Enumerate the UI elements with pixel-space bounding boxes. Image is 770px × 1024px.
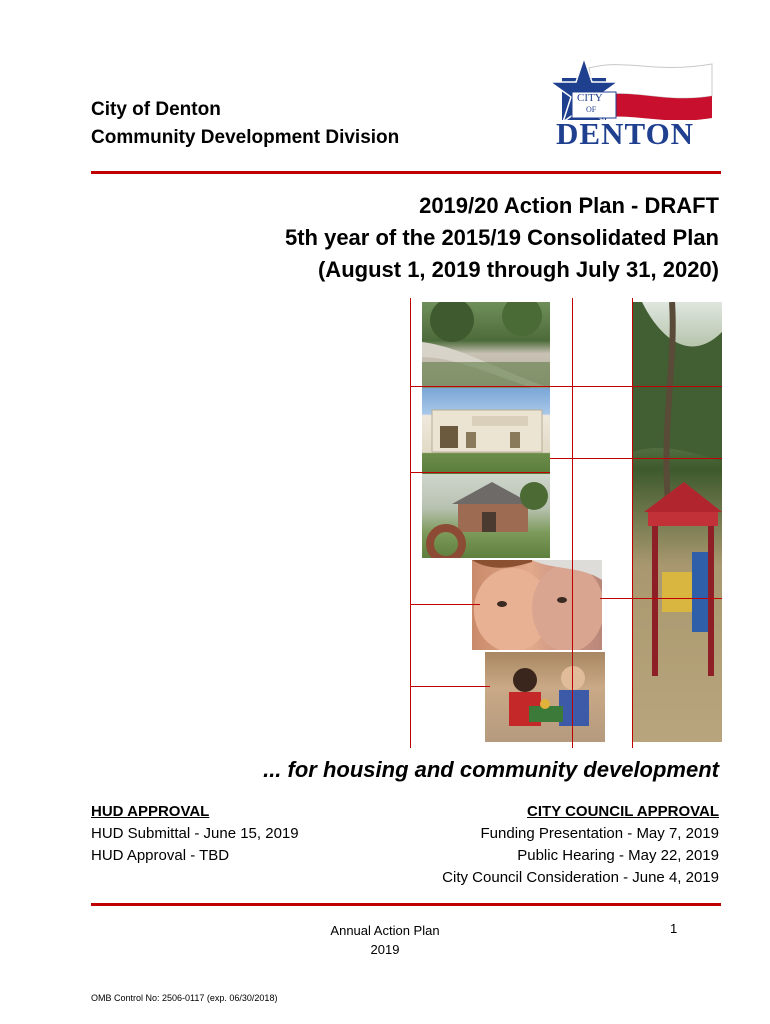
playground-photo [632, 302, 722, 742]
collage-line [600, 598, 722, 599]
organization-block [91, 96, 399, 152]
division-name: Community Development Division [91, 127, 400, 148]
council-consideration: City Council Consideration - June 4, 2019 [442, 869, 719, 886]
header-divider [91, 171, 721, 174]
logo-city-text: CITY [577, 92, 603, 104]
omb-control-number: OMB Control No: 2506-0117 (exp. 06/30/2018) [91, 993, 278, 1003]
hud-approval-heading: HUD APPROVAL [91, 803, 210, 820]
org-name: City of Denton [91, 99, 221, 120]
collage-line [410, 472, 550, 473]
funding-presentation: Funding Presentation - May 7, 2019 [480, 825, 719, 842]
city-logo [534, 56, 714, 151]
collage-line [410, 386, 722, 387]
collage-line [550, 458, 722, 459]
title-line-3: (August 1, 2019 through July 31, 2020) [317, 257, 719, 282]
page-number: 1 [670, 921, 678, 936]
collage-line [410, 604, 480, 605]
photo-collage [410, 298, 722, 748]
footer-year: 2019 [370, 942, 400, 957]
logo-of-text: OF [586, 105, 597, 114]
footer-doc-info [300, 921, 470, 959]
council-approval-heading: CITY COUNCIL APPROVAL [527, 803, 719, 820]
document-title [285, 190, 719, 286]
hud-approval-block [91, 801, 299, 867]
title-line-2: 5th year of the 2015/19 Consolidated Plan [284, 225, 719, 250]
public-hearing: Public Hearing - May 22, 2019 [517, 847, 719, 864]
sidewalk-photo [422, 302, 550, 388]
children-playing-photo [485, 652, 605, 742]
house-photo [422, 474, 550, 558]
title-line-1: 2019/20 Action Plan - DRAFT [419, 193, 719, 218]
collage-line [572, 298, 573, 748]
day-nursery-school-photo [422, 388, 550, 474]
hud-approval-status: HUD Approval - TBD [91, 847, 230, 864]
collage-line [410, 686, 490, 687]
hud-submittal: HUD Submittal - June 15, 2019 [91, 825, 299, 842]
footer-divider [91, 903, 721, 906]
collage-line [632, 298, 633, 748]
footer-doc-name: Annual Action Plan [330, 923, 440, 938]
logo-denton-text: DENTON [556, 116, 695, 151]
tagline: ... for housing and community development [263, 757, 719, 782]
collage-line [410, 298, 411, 748]
council-approval-block [442, 801, 719, 889]
grandparent-child-photo [472, 560, 602, 650]
